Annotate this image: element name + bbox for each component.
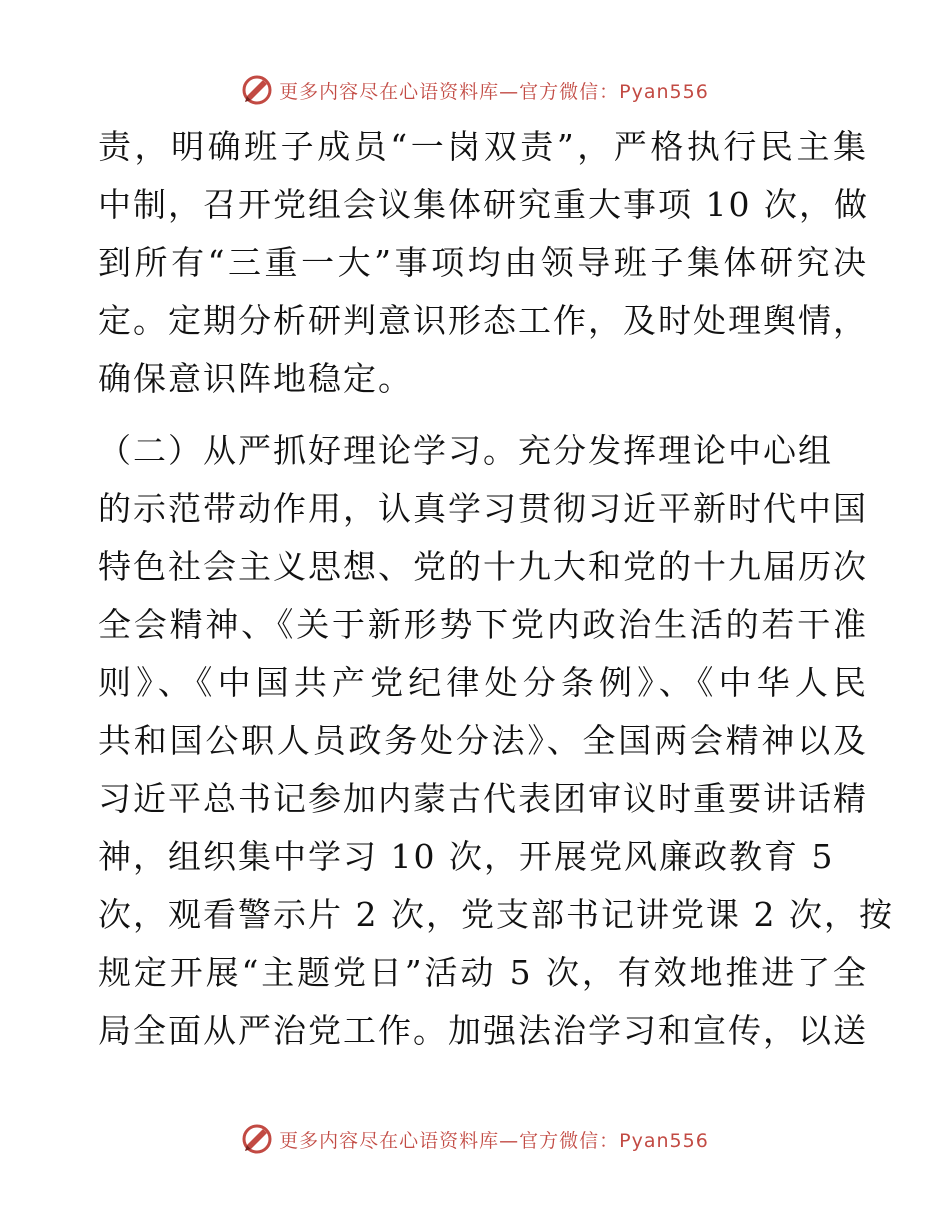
header-watermark: [0, 72, 950, 108]
footer-watermark: [0, 1121, 950, 1157]
text-line: 神，组织集中学习 10 次，开展党风廉政教育 5: [98, 837, 835, 876]
pen-in-circle-icon: [241, 74, 273, 106]
text-line: 责，明确班子成员“一岗双责”，严格执行民主集: [98, 127, 868, 166]
text-line: 定。定期分析研判意识形态工作，及时处理舆情，: [98, 301, 868, 340]
document-body: [98, 118, 894, 1060]
text-line: 特色社会主义思想、党的十九大和党的十九届历次: [98, 547, 868, 586]
watermark-text: 更多内容尽在心语资料库—官方微信：Pyan556: [279, 1129, 709, 1152]
watermark-text: 更多内容尽在心语资料库—官方微信：Pyan556: [279, 80, 709, 103]
text-line: 次，观看警示片 2 次，党支部书记讲党课 2 次，按: [98, 895, 894, 934]
text-line: 确保意识阵地稳定。: [98, 359, 413, 398]
text-line: 则》、《中国共产党纪律处分条例》、《中华人民: [98, 663, 868, 702]
text-line: 共和国公职人员政务处分法》、全国两会精神以及: [98, 721, 868, 760]
text-line: 到所有“三重一大”事项均由领导班子集体研究决: [98, 243, 868, 282]
text-line: 规定开展“主题党日”活动 5 次，有效地推进了全: [98, 953, 868, 992]
text-line: 中制，召开党组会议集体研究重大事项 10 次，做: [98, 185, 869, 224]
text-line: 的示范带动作用，认真学习贯彻习近平新时代中国: [98, 489, 868, 528]
text-line: 习近平总书记参加内蒙古代表团审议时重要讲话精: [98, 779, 868, 818]
paragraph-2: [98, 422, 894, 1060]
paragraph-1: [98, 118, 868, 408]
text-line: 全会精神、《关于新形势下党内政治生活的若干准: [98, 605, 868, 644]
pen-in-circle-icon: [241, 1123, 273, 1155]
text-line: （二）从严抓好理论学习。充分发挥理论中心组: [98, 431, 833, 470]
text-line: 局全面从严治党工作。加强法治学习和宣传，以送: [98, 1011, 868, 1050]
